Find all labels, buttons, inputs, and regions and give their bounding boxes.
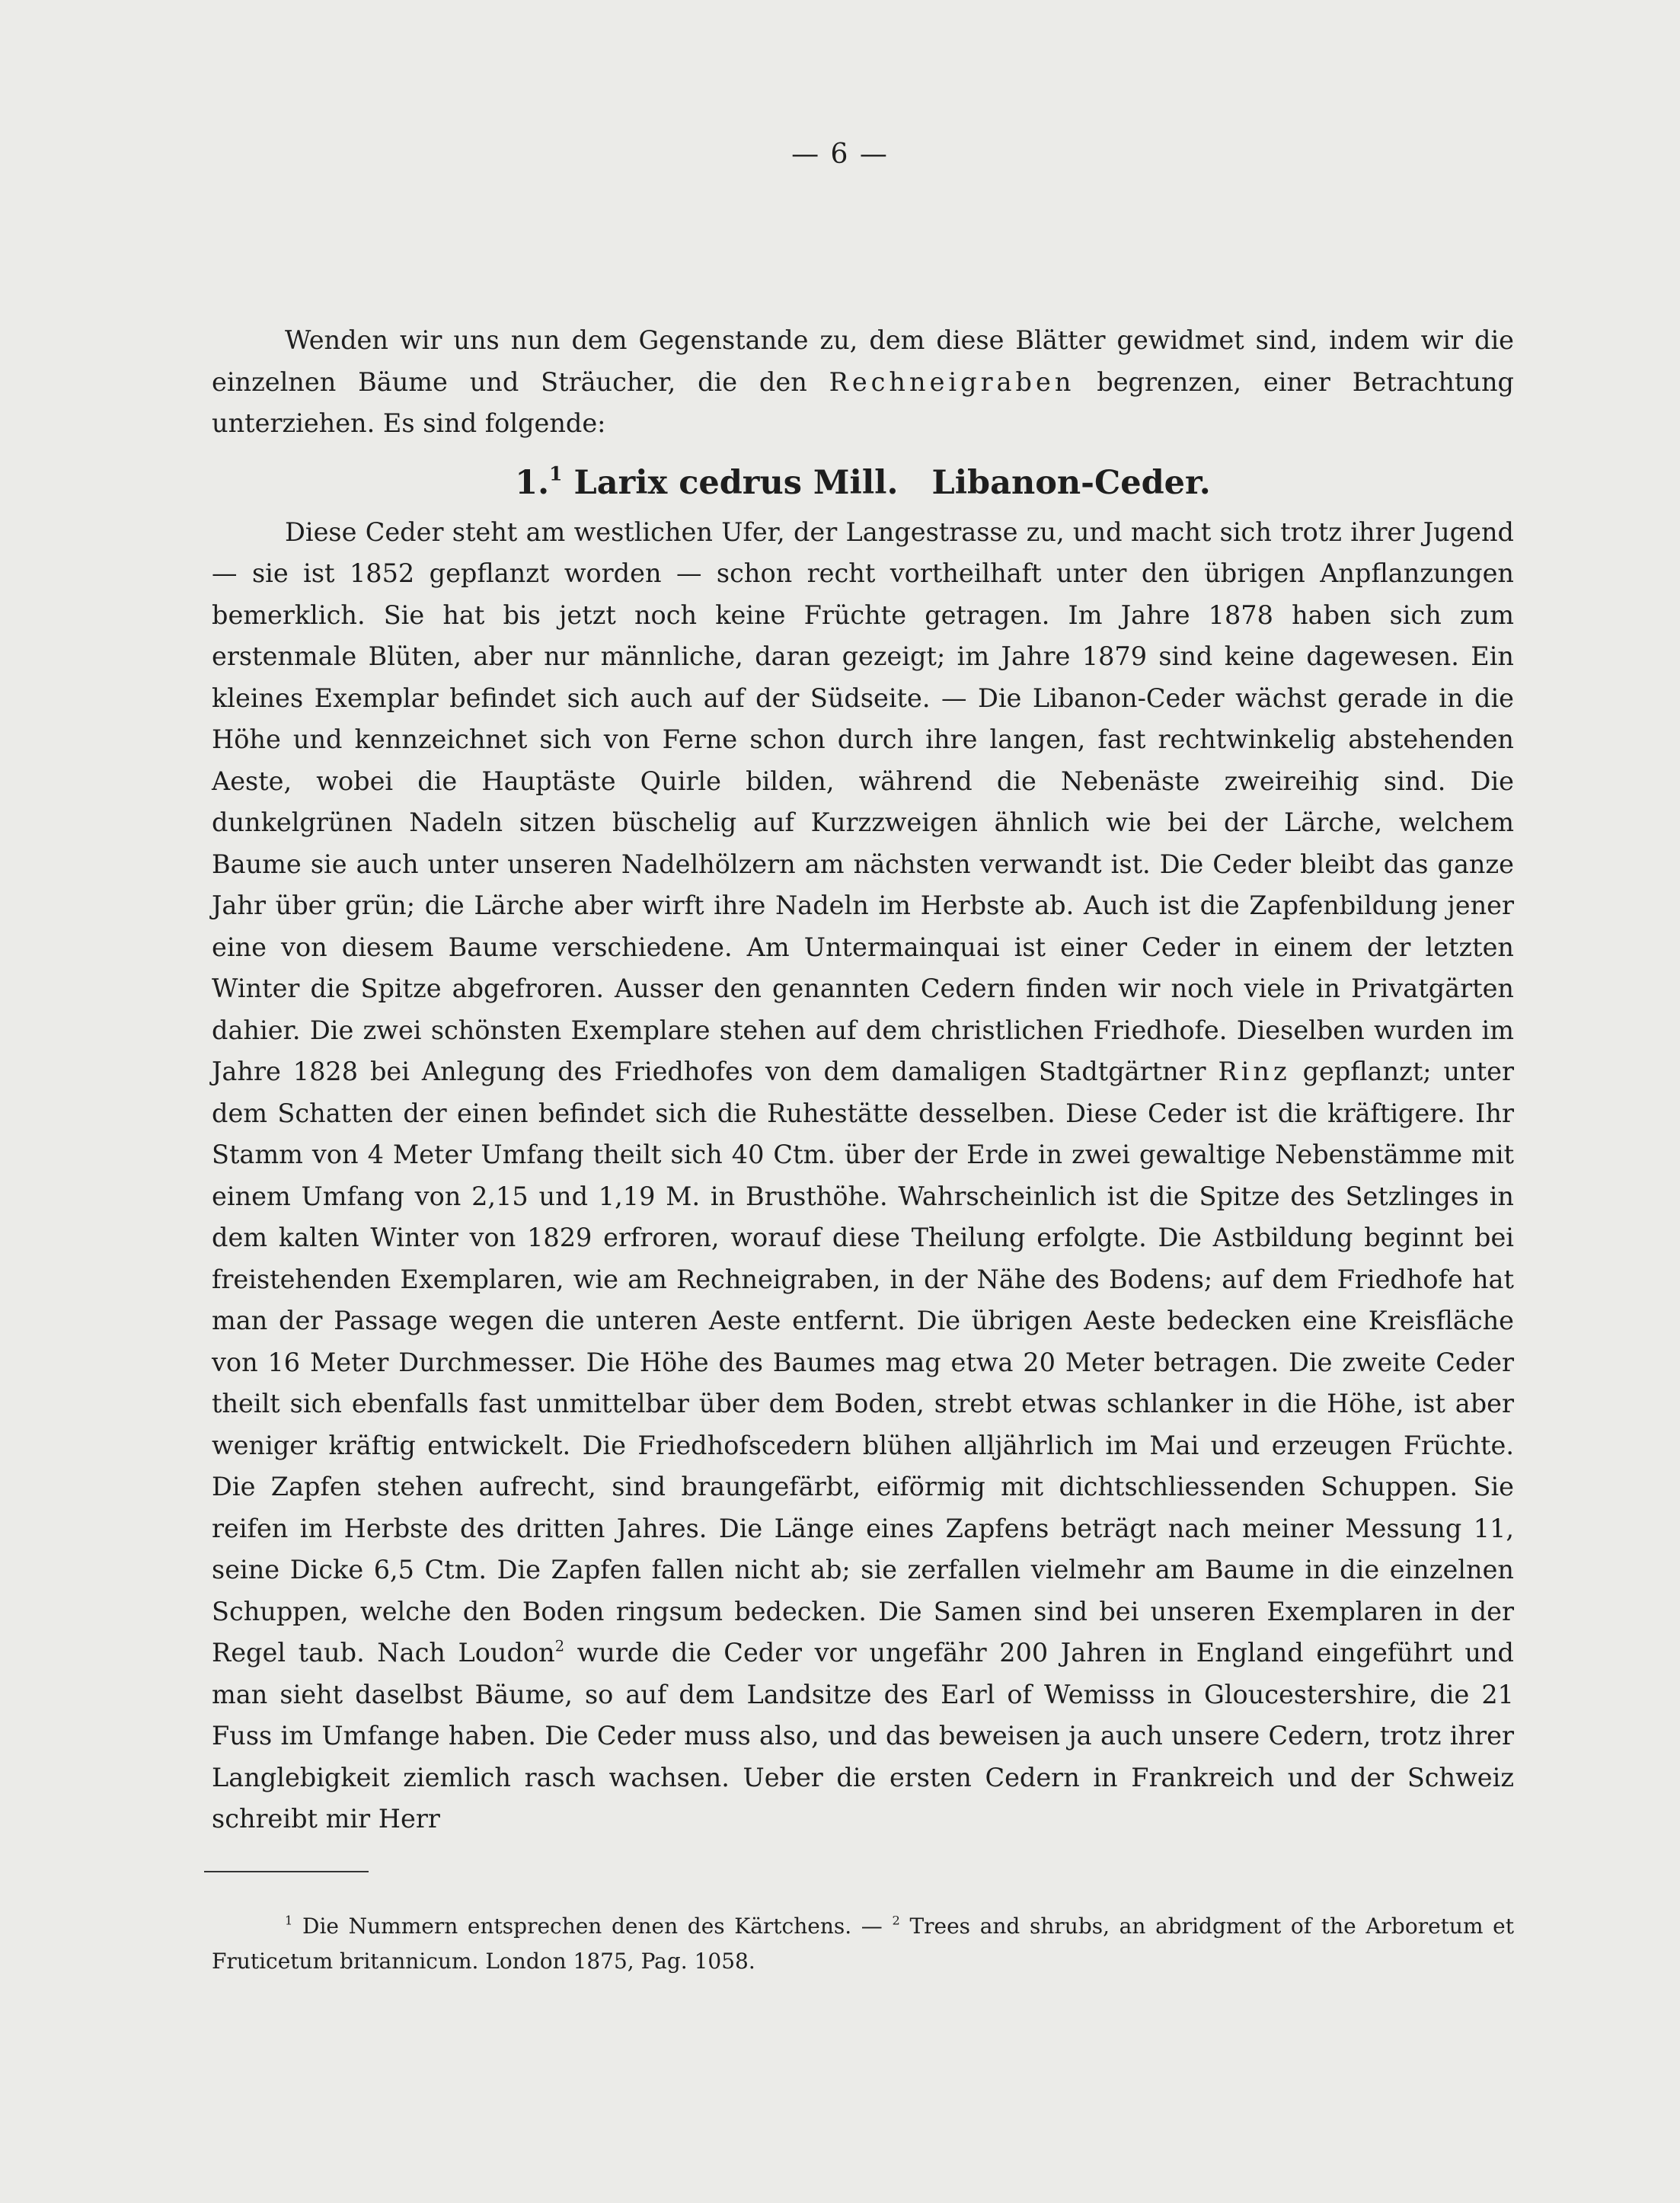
- intro-place-name: Rechneigraben: [829, 366, 1075, 397]
- person-name-rinz: Rinz: [1218, 1057, 1291, 1086]
- page-number: — 6 —: [791, 139, 889, 170]
- heading-latin-name: Larix cedrus Mill.: [573, 463, 899, 502]
- heading-german-name: Libanon-Ceder.: [931, 463, 1211, 502]
- footnote-ref-2: 2: [554, 1637, 565, 1655]
- footnote-divider: [204, 1871, 369, 1872]
- paragraph-part-3: wurde die Ceder vor ungefähr 200 Jahren in England eingeführt und man sieht daselbst Bäume, so auf dem Landsitze des Earl of Wemisss in Gloucestershire, die 21 Fuss im Umfange haben. Die Ceder muss also, und das beweisen ja auch unsere Cedern, trotz ihrer Langlebigkeit ziemlich rasch wachsen. Ueber die ersten Cedern in Frankreich und der Schweiz schreibt mir Herr: [212, 1638, 1514, 1834]
- footnote-2-text: Trees and shrubs, an abridgment of the Arboretum et Fruticetum britannicum. London 1875, Pag. 1058.: [212, 1914, 1514, 1974]
- paragraph-part-2: gepflanzt; unter dem Schatten der einen befindet sich die Ruhestätte desselben. Diese Ceder ist die kräftigere. Ihr Stamm von 4 Meter Umfang theilt sich 40 Ctm. über der Erde in zwei gewaltige Nebenstämme mit einem Umfang von 2,15 und 1,19 M. in Brusthöhe. Wahrscheinlich ist die Spitze des Setzlinges in dem kalten Winter von 1829 erfroren, worauf diese Theilung erfolgte. Die Astbildung beginnt bei freistehenden Exemplaren, wie am Rechneigraben, in der Nähe des Bodens; auf dem Friedhofe hat man der Passage wegen die unteren Aeste entfernt. Die übrigen Aeste bedecken eine Kreisfläche von 16 Meter Durchmesser. Die Höhe des Baumes mag etwa 20 Meter betragen. Die zweite Ceder theilt sich ebenfalls fast unmittelbar über dem Boden, strebt etwas schlanker in die Höhe, ist aber weniger kräftig entwickelt. Die Friedhofscedern blühen alljährlich im Mai und erzeugen Früchte. Die Zapfen stehen aufrecht, sind braungefärbt, eiförmig mit dichtschliessenden Schuppen. Sie reifen im Herbste des dritten Jahres. Die Länge eines Zapfens beträgt nach meiner Messung 11, seine Dicke 6,5 Ctm. Die Zapfen fallen nicht ab; sie zerfallen vielmehr am Baume in die einzelnen Schuppen, welche den Boden ringsum bedecken. Die Samen sind bei unseren Exemplaren in der Regel taub. Nach Loudon: [212, 1057, 1514, 1667]
- footnote-text: [212, 1909, 1514, 1979]
- paragraph-part-1: Diese Ceder steht am westlichen Ufer, der Langestrasse zu, und macht sich trotz ihrer Jugend — sie ist 1852 gepflanzt worden — schon recht vortheilhaft unter den übrigen Anpflanzungen bemerklich. Sie hat bis jetzt noch keine Früchte getragen. Im Jahre 1878 haben sich zum erstenmale Blüten, aber nur männliche, daran gezeigt; im Jahre 1879 sind keine dagewesen. Ein kleines Exemplar befindet sich auch auf der Südseite. — Die Libanon-Ceder wächst gerade in die Höhe und kennzeichnet sich von Ferne schon durch ihre langen, fast rechtwinkelig abstehenden Aeste, wobei die Hauptäste Quirle bilden, während die Nebenäste zweireihig sind. Die dunkelgrünen Nadeln sitzen büschelig auf Kurzzweigen ähnlich wie bei der Lärche, welchem Baume sie auch unter unseren Nadelhölzern am nächsten verwandt ist. Die Ceder bleibt das ganze Jahr über grün; die Lärche aber wirft ihre Nadeln im Herbste ab. Auch ist die Zapfenbildung jener eine von diesem Baume verschiedene. Am Untermainquai ist einer Ceder in einem der letzten Winter die Spitze abgefroren. Ausser den genannten Cedern finden wir noch viele in Privatgärten dahier. Die zwei schönsten Exemplare stehen auf dem christlichen Friedhofe. Dieselben wurden im Jahre 1828 bei Anlegung des Friedhofes von dem damaligen Stadtgärtner: [212, 516, 1514, 1086]
- footnote-number-1: 1: [285, 1913, 293, 1928]
- footnotes: [212, 1909, 1514, 1979]
- heading-footnote-ref: 1: [549, 462, 563, 485]
- intro-text-before: Wenden wir uns nun dem Gegenstande zu, dem diese Blätter gewidmet sind, indem wir die einzelnen Bäume und Sträucher, die den: [212, 325, 1514, 397]
- section-heading: [212, 460, 1514, 506]
- intro-paragraph: [212, 320, 1514, 445]
- main-paragraph: [212, 512, 1514, 1840]
- body-text: [212, 320, 1514, 1840]
- heading-number: 1.: [515, 463, 550, 502]
- footnote-1-text: Die Nummern entsprechen denen des Kärtchens. —: [292, 1914, 893, 1939]
- footnote-number-2: 2: [892, 1913, 900, 1928]
- intro-text-after: begrenzen, einer Betrachtung unterziehen. Es sind folgende:: [212, 366, 1514, 438]
